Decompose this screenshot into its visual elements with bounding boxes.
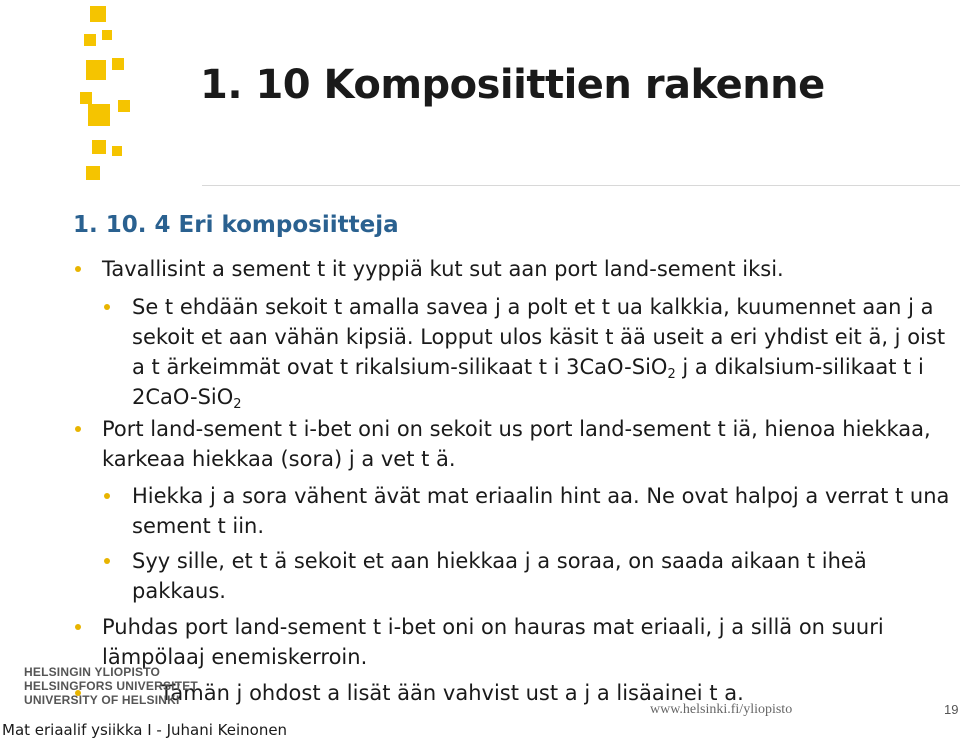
bullet-dot-icon [104, 304, 110, 310]
subscript: 2 [667, 367, 676, 382]
wordmark-line: HELSINGIN YLIOPISTO [24, 665, 161, 679]
bullet-item [102, 612, 952, 672]
sub-bullet-item [132, 292, 952, 412]
page-number: 19 [944, 702, 959, 717]
footer-author: Mat eriaalif ysiikka I - Juhani Keinonen [2, 721, 288, 739]
sub-bullet-item [132, 481, 952, 541]
bullet-dot-icon [75, 624, 81, 630]
bullet-text: Tavallisint a sement t it yyppiä kut sut aan port land-sement iksi. [102, 257, 784, 281]
bullet-text: Hiekka j a sora vähent ävät mat eriaalin hint aa. Ne ovat halpoj a verrat t una sement t iin. [132, 484, 950, 538]
section-subheading: 1. 10. 4 Eri komposiitteja [73, 212, 399, 238]
bullet-item [102, 414, 952, 474]
bullet-text-part: j a dikalsium-silikaat t i 2CaO-SiO [132, 355, 924, 409]
bullet-dot-icon [75, 266, 81, 272]
wordmark-line: HELSINGFORS UNIVERSITET [24, 679, 198, 693]
title-divider [202, 185, 960, 186]
bullet-text: Port land-sement t i-bet oni on sekoit us port land-sement t iä, hienoa hiekkaa, karkeaa hiekkaa (sora) j a vet t ä. [102, 417, 931, 471]
bullet-item [102, 254, 952, 284]
university-flame-logo [0, 0, 140, 200]
sub-bullet-item [132, 546, 952, 606]
bullet-text: Puhdas port land-sement t i-bet oni on hauras mat eriaali, j a sillä on suuri lämpölaaj enemiskerroin. [102, 615, 884, 669]
university-wordmark [24, 665, 198, 707]
bullet-text: Tämän j ohdost a lisät ään vahvist ust a j a lisäainei t a. [160, 681, 744, 705]
bullet-text-part: Se t ehdään sekoit t amalla savea j a polt et t ua kalkkia, kuumennet aan j a sekoit et aan vähän kipsiä. Lopput ulos käsit t ää useit a eri yhdist eit ä, j oist a t ärkeimmät ovat t rikalsium-silikaat t i 3CaO-SiO [132, 295, 946, 379]
bullet-text: Syy sille, et t ä sekoit et aan hiekkaa j a soraa, on saada aikaan t iheä pakkaus. [132, 549, 867, 603]
bullet-dot-icon [104, 558, 110, 564]
slide-title: 1. 10 Komposiittien rakenne [200, 62, 825, 108]
bullet-dot-icon [75, 426, 81, 432]
wordmark-line: UNIVERSITY OF HELSINKI [24, 693, 180, 707]
footer-url: www.helsinki.fi/yliopisto [650, 702, 793, 717]
bullet-dot-icon [104, 493, 110, 499]
subscript: 2 [233, 397, 242, 412]
